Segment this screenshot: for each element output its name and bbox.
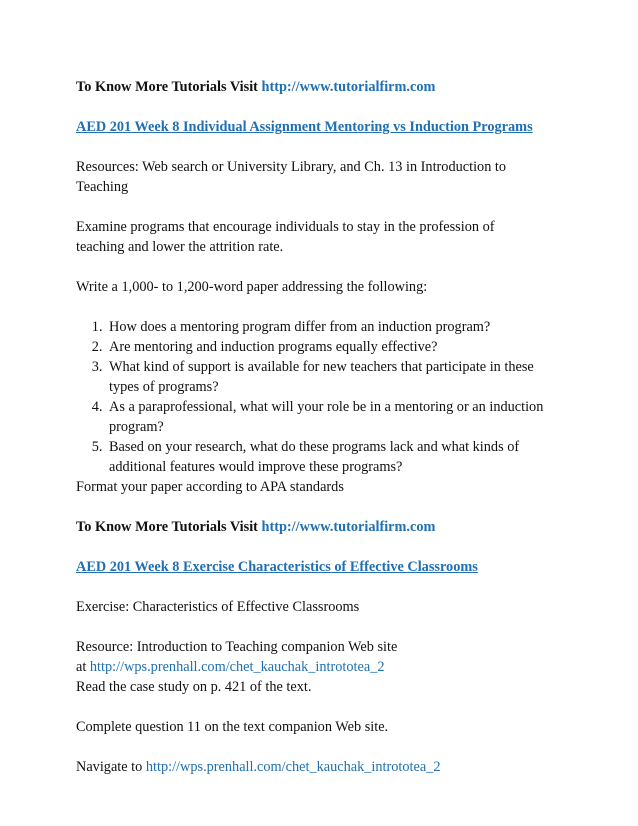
question-item: 1. How does a mentoring program differ from an induction program?: [106, 317, 546, 337]
question-item: 4. As a paraprofessional, what will your role be in a mentoring or an induction program?: [106, 397, 546, 437]
at-prefix: at: [76, 659, 90, 675]
prenhall-link[interactable]: http://wps.prenhall.com/chet_kauchak_intrototea_2: [89, 659, 385, 675]
navigate-paragraph: [76, 757, 546, 777]
assignment-title-link[interactable]: AED 201 Week 8 Individual Assignment Mentoring vs Induction Programs: [76, 119, 533, 135]
question-item: 2. Are mentoring and induction programs equally effective?: [106, 337, 546, 357]
document-content: [76, 77, 546, 777]
tutorials-visit-line-2: [76, 517, 546, 537]
tutorials-visit-line: [76, 77, 546, 97]
resource-url-line: [76, 657, 546, 677]
complete-paragraph: Complete question 11 on the text companion Web site.: [76, 719, 389, 735]
visit-text: To Know More Tutorials Visit: [76, 519, 262, 535]
navigate-prefix: Navigate to: [76, 759, 146, 775]
question-item: 5. Based on your research, what do these programs lack and what kinds of additional features would improve these programs?: [106, 437, 546, 477]
visit-text: To Know More Tutorials Visit: [76, 79, 262, 95]
exercise-title-link[interactable]: AED 201 Week 8 Exercise Characteristics of Effective Classrooms: [76, 559, 478, 575]
exercise-paragraph: Exercise: Characteristics of Effective Classrooms: [76, 599, 360, 615]
questions-list: [76, 317, 546, 477]
question-item: 3. What kind of support is available for new teachers that participate in these types of programs?: [106, 357, 546, 397]
examine-paragraph: Examine programs that encourage individuals to stay in the profession of teaching and lower the attrition rate.: [76, 219, 495, 255]
tutorialfirm-link[interactable]: http://www.tutorialfirm.com: [261, 79, 436, 95]
prenhall-link-2[interactable]: http://wps.prenhall.com/chet_kauchak_intrototea_2: [145, 759, 441, 775]
resource-paragraph: Resource: Introduction to Teaching companion Web site: [76, 639, 398, 655]
format-paragraph: Format your paper according to APA standards: [76, 479, 344, 495]
read-paragraph: Read the case study on p. 421 of the text.: [76, 679, 312, 695]
tutorialfirm-link-2[interactable]: http://www.tutorialfirm.com: [261, 519, 436, 535]
resources-paragraph: Resources: Web search or University Library, and Ch. 13 in Introduction to Teaching: [76, 159, 507, 195]
write-paragraph: Write a 1,000- to 1,200-word paper addressing the following:: [76, 279, 428, 295]
